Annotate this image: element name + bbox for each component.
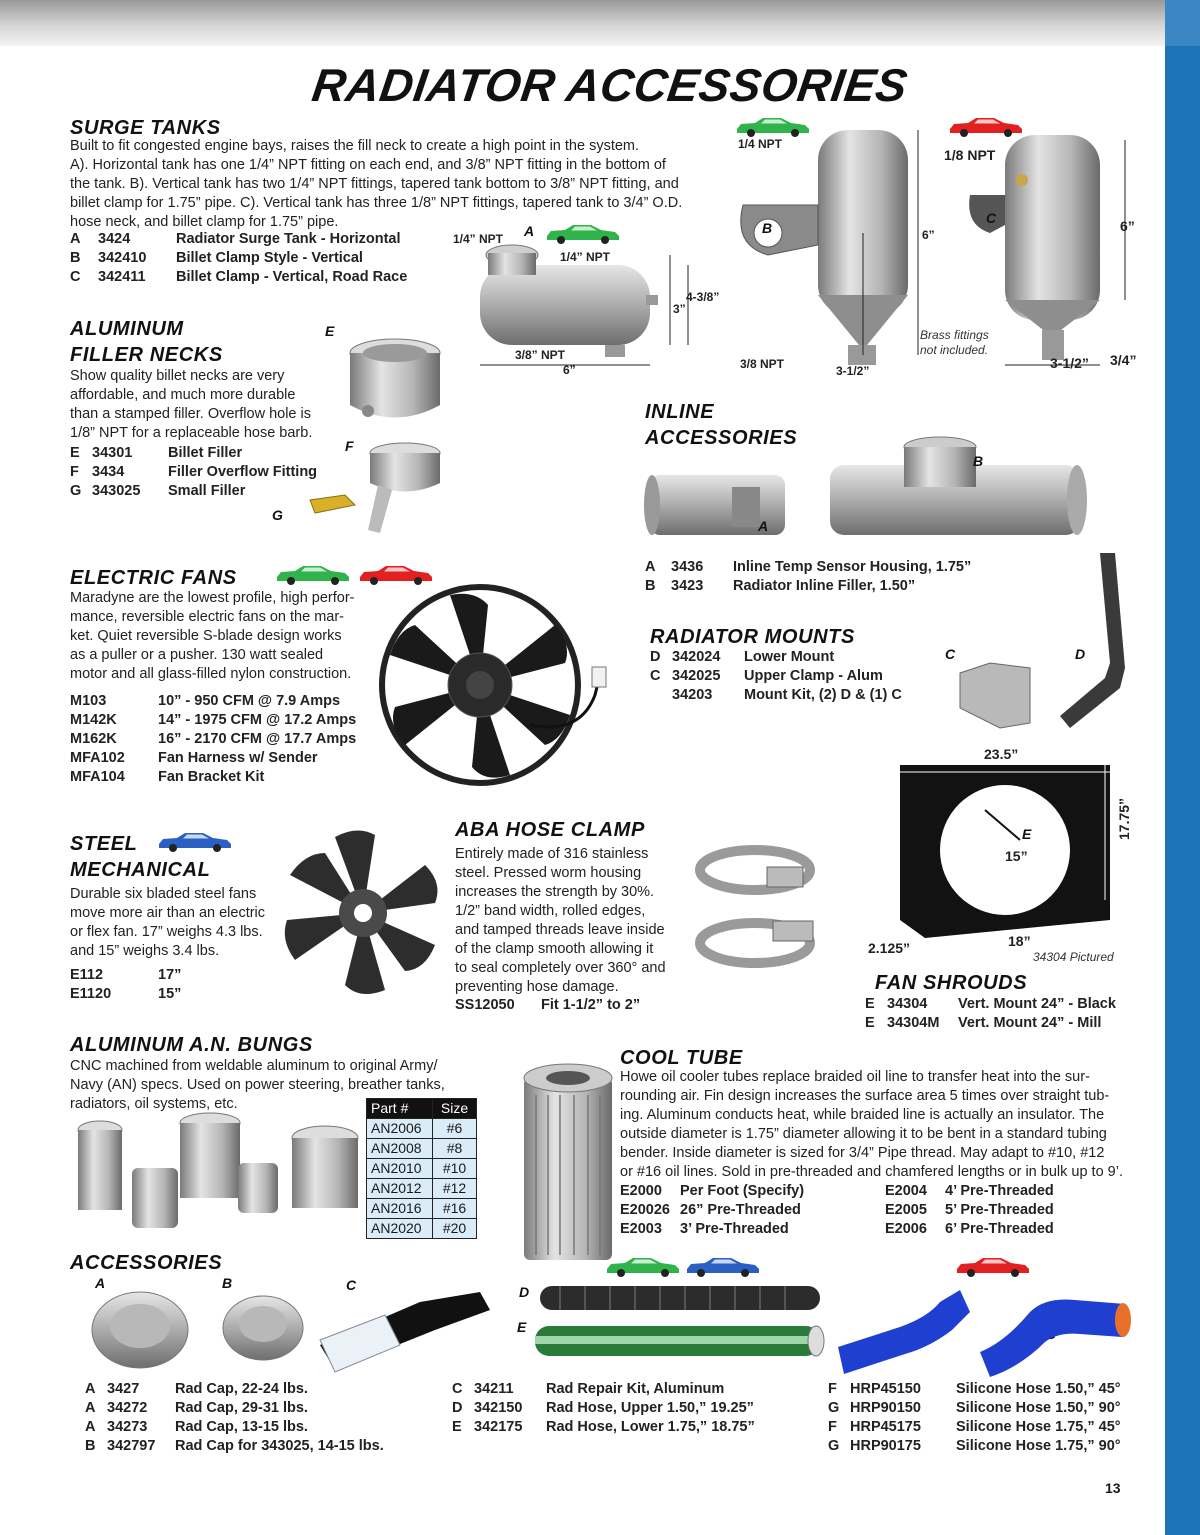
- shroud-pictured-note: 34304 Pictured: [1033, 950, 1114, 964]
- acc-item: B 342797 Rad Cap for 343025, 14-15 lbs.: [85, 1438, 384, 1454]
- green-car-icon: [605, 1255, 685, 1279]
- blue-car-icon: [157, 830, 237, 854]
- callout-b-npt-top: 1/4 NPT: [738, 137, 783, 151]
- callout-a-npt-left: 1/4” NPT: [453, 232, 504, 246]
- callout-c-height: 6”: [1120, 218, 1135, 234]
- hose-clamp-image: [695, 835, 855, 985]
- surge-line-3: the tank. B). Vertical tank has two 1/4” NPT fittings, tapered tank bottom to 3/8” NPT fitting, and: [70, 176, 679, 192]
- table-row: AN2020 #20: [367, 1219, 477, 1239]
- filler-necks-image: [340, 335, 460, 535]
- fans-description: Maradyne are the lowest profile, high perfor- mance, reversible electric fans on the mar- ket. Quiet reversible S-blade design works as a puller or a pusher. 130 watt sealed motor and all glass-filled nylon construction.: [70, 590, 355, 682]
- mounts-item-list: [650, 648, 902, 705]
- table-row: AN2016 #16: [367, 1199, 477, 1219]
- steel-heading-1: STEEL: [70, 833, 138, 855]
- label-acc-e: E: [517, 1319, 527, 1335]
- label-a: A: [524, 223, 535, 239]
- side-tab: [1165, 46, 1200, 1535]
- green-car-icon: [735, 115, 815, 139]
- cooltube-item: E2000 Per Foot (Specify): [620, 1183, 805, 1199]
- shroud-item-list: [865, 995, 1116, 1033]
- surge-line-4: billet clamp for 1.75” pipe. C). Vertical tank has three 1/8” NPT fittings, tapered tank to 3/4” O.D.: [70, 195, 683, 211]
- rad-caps-and-kit-image: [85, 1290, 525, 1380]
- side-tab-top: [1165, 0, 1200, 46]
- steel-heading-2: MECHANICAL: [70, 859, 211, 881]
- surge-heading: SURGE TANKS: [70, 117, 221, 139]
- vertical-surge-tank-b-image: [738, 115, 928, 380]
- filler-heading-2: FILLER NECKS: [70, 344, 223, 366]
- header-band: [0, 0, 1200, 46]
- acc-col-3: [828, 1380, 1121, 1456]
- table-row: AN2006 #6: [367, 1119, 477, 1139]
- callout-c-npt-top: 1/8 NPT: [944, 147, 996, 163]
- brass-note: Brass fittings not included.: [920, 328, 989, 357]
- surge-item: C 342411 Billet Clamp - Vertical, Road Race: [70, 269, 408, 285]
- inline-item: A 3436 Inline Temp Sensor Housing, 1.75”: [645, 559, 972, 575]
- fans-item: M142K 14” - 1975 CFM @ 17.2 Amps: [70, 712, 357, 728]
- electric-fan-image: [380, 585, 620, 795]
- acc-item: A 34273 Rad Cap, 13-15 lbs.: [85, 1419, 308, 1435]
- shroud-offset: 2.125”: [868, 940, 911, 956]
- green-car-icon: [545, 222, 625, 246]
- fans-item: M162K 16” - 2170 CFM @ 17.7 Amps: [70, 731, 357, 747]
- horizontal-surge-tank-image: [470, 225, 720, 375]
- cooltube-item: E2003 3’ Pre-Threaded: [620, 1221, 789, 1237]
- acc-item: F HRP45150 Silicone Hose 1.50,” 45°: [828, 1381, 1121, 1397]
- mounts-item: 34203 Mount Kit, (2) D & (1) C: [672, 687, 902, 703]
- red-car-icon: [358, 563, 438, 587]
- inline-item-list: [645, 558, 971, 596]
- acc-item: A 3427 Rad Cap, 22-24 lbs.: [85, 1381, 308, 1397]
- fans-item: MFA104 Fan Bracket Kit: [70, 769, 265, 785]
- surge-item-list: [70, 230, 407, 287]
- steel-item: E112 17”: [70, 967, 182, 983]
- callout-a-length: 6”: [563, 363, 576, 377]
- shroud-bottom: 18”: [1008, 933, 1031, 949]
- label-e: E: [325, 323, 335, 339]
- surge-line-5: hose neck, and billet clamp for 1.75” pipe.: [70, 214, 339, 230]
- cooltube-item-list-right: [885, 1182, 1054, 1239]
- bungs-table-header: Part # Size: [367, 1099, 477, 1119]
- filler-item-list: [70, 444, 317, 501]
- table-row: AN2008 #8: [367, 1139, 477, 1159]
- cooltube-item: E20026 26” Pre-Threaded: [620, 1202, 801, 1218]
- acc-item: G HRP90150 Silicone Hose 1.50,” 90°: [828, 1400, 1121, 1416]
- an-bungs-image: [70, 1108, 360, 1238]
- mounts-item: D 342024 Lower Mount: [650, 649, 835, 665]
- shroud-heading: FAN SHROUDS: [875, 972, 1028, 994]
- filler-heading-1: ALUMINUM: [70, 318, 184, 340]
- label-b: B: [762, 220, 773, 236]
- inline-accessories-image: [640, 435, 1090, 555]
- acc-item: C 34211 Rad Repair Kit, Aluminum: [452, 1381, 725, 1397]
- filler-item: F 3434 Filler Overflow Fitting: [70, 464, 318, 480]
- cool-tube-image: [518, 1060, 618, 1265]
- callout-c-neck: 3/4”: [1110, 352, 1137, 368]
- acc-item: E 342175 Rad Hose, Lower 1.75,” 18.75”: [452, 1419, 755, 1435]
- cooltube-item: E2006 6’ Pre-Threaded: [885, 1221, 1054, 1237]
- blue-car-icon: [685, 1255, 765, 1279]
- label-mount-d: D: [1075, 646, 1086, 662]
- shroud-item: E 34304M Vert. Mount 24” - Mill: [865, 1015, 1102, 1031]
- mounts-item: C 342025 Upper Clamp - Alum: [650, 668, 883, 684]
- surge-line-2: A). Horizontal tank has one 1/4” NPT fitting on each end, and 3/8” NPT fitting in the bottom of: [70, 157, 666, 173]
- accessories-heading: ACCESSORIES: [70, 1252, 223, 1274]
- acc-item: F HRP45175 Silicone Hose 1.75,” 45°: [828, 1419, 1121, 1435]
- label-inline-b: B: [973, 453, 984, 469]
- table-row: AN2012 #12: [367, 1179, 477, 1199]
- cooltube-description: Howe oil cooler tubes replace braided oil line to transfer heat into the sur- rounding air. Fin design increases the surface area 5 times over straight tub- ing. Aluminum conducts heat, while braided line is actually an insulator. The outside diameter is 1.75” diameter allowing it to be bent in a standard tubing bender. Inside diameter is sized for 3/4” Pipe thread. May adapt to #10, #12 or #16 oil lines. Sold in pre-threaded and chamfered lengths or in bulk up to 9’.: [620, 1069, 1123, 1180]
- inline-heading-1: INLINE: [645, 401, 715, 423]
- table-row: AN2010 #10: [367, 1159, 477, 1179]
- acc-item: D 342150 Rad Hose, Upper 1.50,” 19.25”: [452, 1400, 754, 1416]
- surge-line-1: Built to fit congested engine bays, raises the fill neck to create a high point in the system.: [70, 138, 640, 154]
- label-acc-c: C: [346, 1277, 357, 1293]
- callout-b-npt-bottom: 3/8 NPT: [740, 357, 785, 371]
- acc-item: A 34272 Rad Cap, 29-31 lbs.: [85, 1400, 308, 1416]
- clamp-item: SS12050 Fit 1-1/2” to 2”: [455, 997, 641, 1013]
- bungs-heading: ALUMINUM A.N. BUNGS: [70, 1034, 313, 1056]
- acc-col-2: [452, 1380, 755, 1437]
- filler-item: E 34301 Billet Filler: [70, 445, 243, 461]
- surge-description: [70, 137, 740, 232]
- label-c: C: [986, 210, 997, 226]
- label-acc-a: A: [95, 1275, 106, 1291]
- red-car-icon: [955, 1255, 1035, 1279]
- inline-heading-2: ACCESSORIES: [645, 427, 798, 449]
- cooltube-heading: COOL TUBE: [620, 1047, 743, 1069]
- label-f: F: [345, 438, 354, 454]
- clamp-description: Entirely made of 316 stainless steel. Pressed worm housing increases the strength by 30%. 1/2” band width, rolled edges, and tamped threads leave inside of the clamp smooth allowing it to seal completely over 360° and preventing hose damage.: [455, 846, 666, 995]
- label-inline-a: A: [758, 518, 769, 534]
- surge-item: A 3424 Radiator Surge Tank - Horizontal: [70, 231, 401, 247]
- fans-heading: ELECTRIC FANS: [70, 567, 237, 589]
- fans-item-list: [70, 692, 356, 787]
- callout-c-width: 3-1/2”: [1050, 355, 1089, 371]
- shroud-item: E 34304 Vert. Mount 24” - Black: [865, 996, 1116, 1012]
- rad-hoses-image: [530, 1278, 830, 1368]
- steel-description: Durable six bladed steel fans move more air than an electric or flex fan. 17” weighs 4.3 lbs. and 15” weighs 3.4 lbs.: [70, 886, 266, 959]
- red-car-icon: [948, 115, 1028, 139]
- callout-a-height-2: 4-3/8”: [686, 290, 720, 304]
- shroud-height: 17.75”: [1116, 797, 1132, 840]
- bungs-table: [366, 1098, 477, 1239]
- silicone-hoses-image: [830, 1282, 1150, 1382]
- steel-item-list: [70, 966, 181, 1004]
- page-number: 13: [1105, 1480, 1121, 1496]
- acc-col-1: [85, 1380, 384, 1456]
- filler-description: Show quality billet necks are very affordable, and much more durable than a stamped filler. Overflow hole is 1/8” NPT for a replaceable hose barb.: [70, 368, 313, 441]
- fans-item: M103 10” - 950 CFM @ 7.9 Amps: [70, 693, 341, 709]
- cooltube-item: E2004 4’ Pre-Threaded: [885, 1183, 1054, 1199]
- bungs-description: CNC machined from weldable aluminum to original Army/ Navy (AN) specs. Used on power steering, breather tanks, radiators, oil systems, etc.: [70, 1058, 445, 1112]
- shroud-circle: 15”: [1005, 848, 1028, 864]
- callout-a-height-1: 3”: [673, 302, 686, 316]
- acc-item: G HRP90175 Silicone Hose 1.75,” 90°: [828, 1438, 1121, 1454]
- label-acc-b: B: [222, 1275, 233, 1291]
- inline-item: B 3423 Radiator Inline Filler, 1.50”: [645, 578, 916, 594]
- callout-b-height: 6”: [922, 228, 935, 242]
- callout-a-npt-bottom: 3/8” NPT: [515, 348, 566, 362]
- page-title: RADIATOR ACCESSORIES: [309, 59, 911, 111]
- fans-item: MFA102 Fan Harness w/ Sender: [70, 750, 318, 766]
- steel-item: E1120 15”: [70, 986, 182, 1002]
- cooltube-item-list-left: [620, 1182, 804, 1239]
- callout-b-width: 3-1/2”: [836, 364, 870, 378]
- label-mount-c: C: [945, 646, 956, 662]
- radiator-mounts-image: [940, 548, 1140, 738]
- cooltube-item: E2005 5’ Pre-Threaded: [885, 1202, 1054, 1218]
- mounts-heading: RADIATOR MOUNTS: [650, 626, 855, 648]
- label-g: G: [272, 507, 283, 523]
- label-shroud-e: E: [1022, 826, 1032, 842]
- surge-item: B 342410 Billet Clamp Style - Vertical: [70, 250, 363, 266]
- filler-item: G 343025 Small Filler: [70, 483, 246, 499]
- label-acc-d: D: [519, 1284, 530, 1300]
- clamp-heading: ABA HOSE CLAMP: [455, 819, 645, 841]
- shroud-width: 23.5”: [984, 746, 1019, 762]
- green-car-icon: [275, 563, 355, 587]
- steel-fan-image: [275, 825, 450, 1000]
- callout-a-npt-top: 1/4” NPT: [560, 250, 611, 264]
